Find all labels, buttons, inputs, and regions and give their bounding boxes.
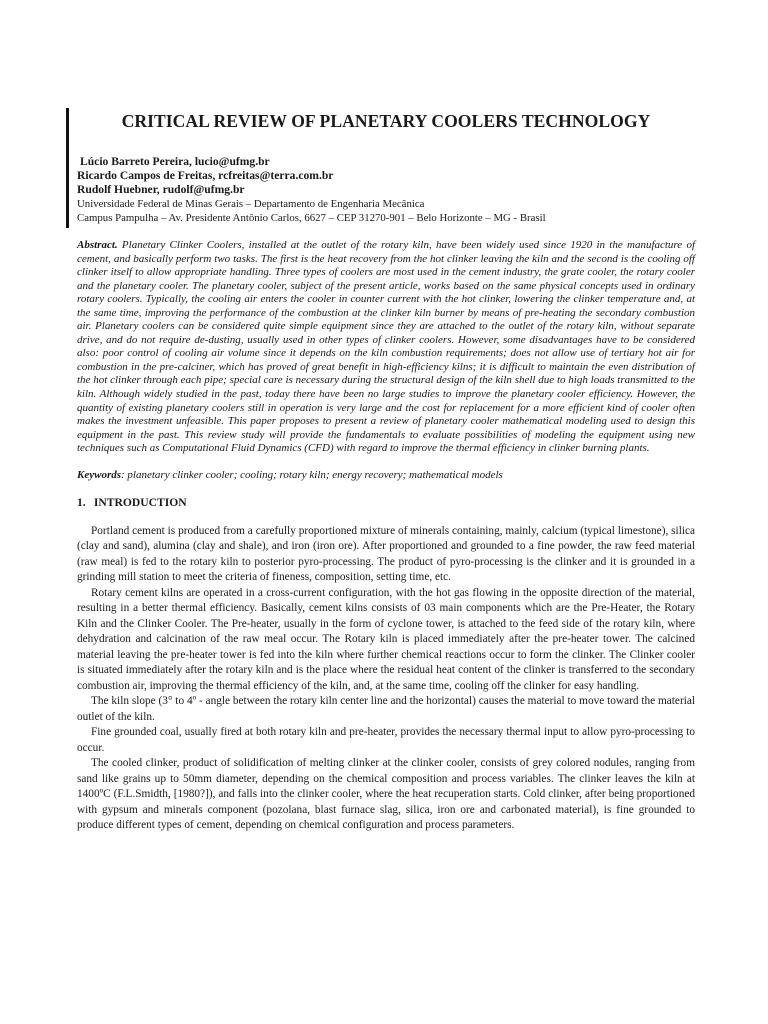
section-heading bbox=[77, 496, 695, 510]
body-paragraph: Portland cement is produced from a carefully proportioned mixture of minerals containing, mainly, calcium (typical limestone), silica (clay and sand), alumina (clay and shale), and iron (iron ore). After proportioned and grounded to a fine powder, the raw feed material (raw meal) is fed to the rotary kiln to posterior pyro-processing. The product of pyro-processing is the clinker and it is grounded in a grinding mill station to meet the criteria of fineness, composition, setting time, etc. bbox=[77, 524, 695, 584]
body-paragraph: The kiln slope (3° to 4º - angle between the rotary kiln center line and the horizontal) causes the material to move toward the material outlet of the kiln. bbox=[77, 695, 695, 723]
body-paragraph: Fine grounded coal, usually fired at both rotary kiln and pre-heater, provides the necessary thermal input to allow pyro-processing to occur. bbox=[77, 726, 695, 754]
abstract bbox=[77, 239, 695, 456]
keywords-text: : planetary clinker cooler; cooling; rotary kiln; energy recovery; mathematical models bbox=[121, 468, 503, 481]
keywords-label: Keywords bbox=[77, 468, 121, 481]
body-paragraph: The cooled clinker, product of solidification of melting clinker at the clinker cooler, consists of grey colored nodules, ranging from sand like grains up to 50mm diameter, depending on the chemical composition and process variables. The clinker leaves the kiln at 1400ºC (F.L.Smidth, [1980?]), and falls into the clinker cooler, where the heat recuperation starts. Cold clinker, after being proportioned with gypsum and minerals component (pozolana, blast furnace slag, silica, iron ore and carbonated material), is fine grounded to produce different types of cement, depending on chemical configuration and process parameters. bbox=[77, 757, 695, 832]
section-number: 1. bbox=[77, 495, 86, 509]
author-line: Rudolf Huebner, rudolf@ufmg.br bbox=[77, 183, 245, 196]
affiliation-line: Universidade Federal de Minas Gerais – Departamento de Engenharia Mecânica bbox=[77, 198, 425, 210]
affiliation-line: Campus Pampulha – Av. Presidente Antônio Carlos, 6627 – CEP 31270-901 – Belo Horizonte – MG - Brasil bbox=[77, 212, 546, 224]
author-block bbox=[77, 155, 695, 225]
author-line: Lúcio Barreto Pereira, lucio@ufmg.br bbox=[80, 155, 270, 168]
abstract-label: Abstract. bbox=[77, 239, 118, 251]
paper-page bbox=[77, 108, 695, 834]
margin-rule bbox=[66, 108, 69, 228]
abstract-text: Planetary Clinker Coolers, installed at the outlet of the rotary kiln, have been widely used since 1920 in the manufacture of cement, and basically perform two tasks. The first is the heat recovery from the hot clinker leaving the kiln and the second is the cooling off clinker itself to allow appropriate handling. Three types of coolers are most used in the cement industry, the grate cooler, the rotary cooler and the planetary cooler. The planetary cooler, subject of the present article, works based on the same physical concepts used in ordinary rotary coolers. Typically, the cooling air enters the cooler in counter current with the hot clinker, lowering the clinker temperature and, at the same time, improving the performance of the combustion at the clinker kiln burner by means of pre-heating the secondary combustion air. Planetary coolers can be considered quite simple equipment since they are attached to the outlet of the rotary kiln, without separate drive, and do not require de-dusting, usually used in other types of clinker coolers. However, some disadvantages have to be considered also: poor control of cooling air volume since it depends on the kiln combustion requirements; does not allow use of tertiary hot air for combustion in the pre-calciner, which has proved of great benefit in high-efficiency kilns; it is difficult to maintain the even distribution of the hot clinker through each pipe; special care is necessary during the structural design of the kiln shell due to high loads transmitted to the kiln. Although widely studied in the past, today there have been no large studies to improve the planetary cooler efficiency. However, the quantity of existing planetary coolers still in operation is very large and the cost for replacement for a more efficient kind of cooler often makes the investment unfeasible. This paper proposes to present a review of planetary cooler mathematical modeling used to design this equipment in the past. This review study will provide the fundamentals to evaluate possibilities of modeling the equipment using new techniques such as Computational Fluid Dynamics (CFD) with regard to improve the thermal efficiency in clinker burning plants. bbox=[77, 239, 696, 455]
author-line: Ricardo Campos de Freitas, rcfreitas@terra.com.br bbox=[77, 169, 334, 182]
section-title: INTRODUCTION bbox=[93, 495, 187, 509]
keywords bbox=[77, 468, 695, 482]
introduction-body bbox=[77, 524, 695, 834]
body-paragraph: Rotary cement kilns are operated in a cross-current configuration, with the hot gas flowing in the opposite direction of the material, resulting in a better thermal efficiency. Basically, cement kilns consists of 03 main components which are the Pre-Heater, the Rotary Kiln and the Clinker Cooler. The Pre-heater, usually in the form of cyclone tower, is attached to the feed side of the rotary kiln, where dehydration and calcination of the raw meal occur. The Rotary kiln is placed immediately after the pre-heater tower. The calcined material leaving the pre-heater tower is fed into the kiln where further chemical reactions occur to form the clinker. The Clinker cooler is situated immediately after the rotary kiln and is the place where the residual heat content of the clinker is transferred to the secondary combustion air, improving the thermal efficiency of the kiln, and, at the same time, cooling off the clinker for easy handling. bbox=[77, 586, 695, 692]
paper-title: CRITICAL REVIEW OF PLANETARY COOLERS TECHNOLOGY bbox=[121, 111, 651, 131]
